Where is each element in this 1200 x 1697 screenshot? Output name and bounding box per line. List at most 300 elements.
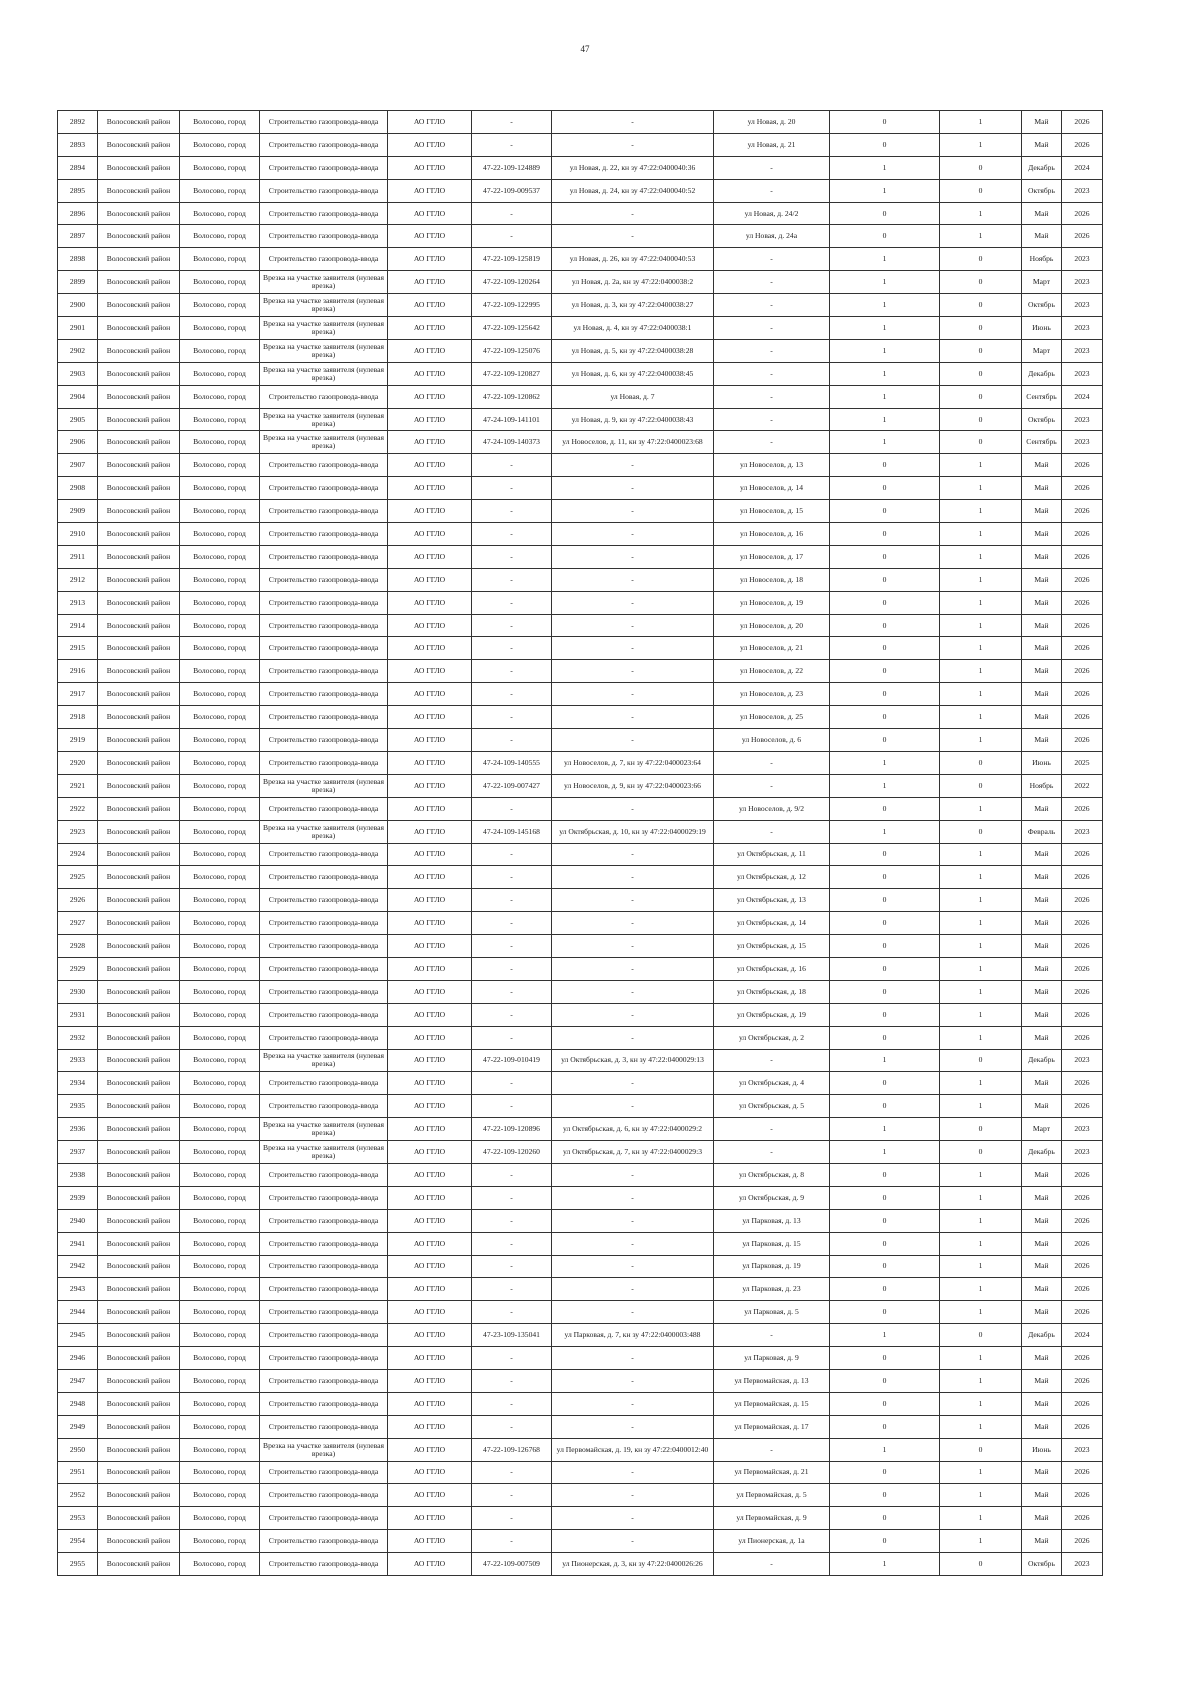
row-number-cell: 2892 <box>58 111 98 134</box>
application-number-cell: 47-22-109-009537 <box>472 179 552 202</box>
locality-cell: Волосово, город <box>180 1095 260 1118</box>
work-type-cell: Строительство газопровода-ввода <box>260 1003 388 1026</box>
flag-a-cell: 1 <box>830 751 940 774</box>
locality-cell: Волосово, город <box>180 1324 260 1347</box>
organization-cell: АО ГГЛО <box>388 1141 472 1164</box>
cadastral-address-cell: - <box>552 454 714 477</box>
work-type-cell: Врезка на участке заявителя (нулевая врезка) <box>260 294 388 317</box>
address-cell: ул Октябрьская, д. 14 <box>714 912 830 935</box>
flag-a-cell: 0 <box>830 591 940 614</box>
organization-cell: АО ГГЛО <box>388 866 472 889</box>
address-cell: - <box>714 820 830 843</box>
flag-a-cell: 0 <box>830 1278 940 1301</box>
table-body <box>58 111 1103 1576</box>
row-number-cell: 2930 <box>58 980 98 1003</box>
row-number-cell: 2928 <box>58 935 98 958</box>
work-type-cell: Строительство газопровода-ввода <box>260 1095 388 1118</box>
locality-cell: Волосово, город <box>180 1049 260 1072</box>
work-type-cell: Строительство газопровода-ввода <box>260 156 388 179</box>
row-number-cell: 2920 <box>58 751 98 774</box>
month-cell: Май <box>1022 1392 1062 1415</box>
organization-cell: АО ГГЛО <box>388 179 472 202</box>
work-type-cell: Строительство газопровода-ввода <box>260 1278 388 1301</box>
address-cell: ул Новоселов, д. 13 <box>714 454 830 477</box>
district-cell: Волосовский район <box>98 225 180 248</box>
flag-b-cell: 1 <box>940 545 1022 568</box>
table-row <box>58 889 1103 912</box>
month-cell: Май <box>1022 935 1062 958</box>
table-row <box>58 591 1103 614</box>
application-number-cell: - <box>472 1392 552 1415</box>
flag-a-cell: 0 <box>830 980 940 1003</box>
locality-cell: Волосово, город <box>180 1347 260 1370</box>
month-cell: Май <box>1022 1530 1062 1553</box>
address-cell: - <box>714 774 830 797</box>
cadastral-address-cell: - <box>552 1255 714 1278</box>
month-cell: Май <box>1022 1369 1062 1392</box>
work-type-cell: Строительство газопровода-ввода <box>260 1324 388 1347</box>
month-cell: Май <box>1022 500 1062 523</box>
month-cell: Май <box>1022 225 1062 248</box>
application-number-cell: - <box>472 1095 552 1118</box>
address-cell: ул Октябрьская, д. 19 <box>714 1003 830 1026</box>
row-number-cell: 2902 <box>58 339 98 362</box>
year-cell: 2026 <box>1062 1347 1103 1370</box>
locality-cell: Волосово, город <box>180 271 260 294</box>
cadastral-address-cell: - <box>552 957 714 980</box>
flag-b-cell: 1 <box>940 202 1022 225</box>
work-type-cell: Врезка на участке заявителя (нулевая врезка) <box>260 1141 388 1164</box>
application-number-cell: - <box>472 477 552 500</box>
locality-cell: Волосово, город <box>180 568 260 591</box>
cadastral-address-cell: - <box>552 706 714 729</box>
work-type-cell: Строительство газопровода-ввода <box>260 751 388 774</box>
year-cell: 2023 <box>1062 271 1103 294</box>
row-number-cell: 2936 <box>58 1118 98 1141</box>
cadastral-address-cell: - <box>552 202 714 225</box>
application-number-cell: - <box>472 1209 552 1232</box>
organization-cell: АО ГГЛО <box>388 957 472 980</box>
work-type-cell: Строительство газопровода-ввода <box>260 111 388 134</box>
flag-b-cell: 1 <box>940 1461 1022 1484</box>
organization-cell: АО ГГЛО <box>388 362 472 385</box>
locality-cell: Волосово, город <box>180 1118 260 1141</box>
row-number-cell: 2909 <box>58 500 98 523</box>
address-cell: ул Новоселов, д. 25 <box>714 706 830 729</box>
organization-cell: АО ГГЛО <box>388 1507 472 1530</box>
organization-cell: АО ГГЛО <box>388 454 472 477</box>
month-cell: Октябрь <box>1022 408 1062 431</box>
flag-a-cell: 0 <box>830 912 940 935</box>
row-number-cell: 2933 <box>58 1049 98 1072</box>
work-type-cell: Строительство газопровода-ввода <box>260 660 388 683</box>
application-number-cell: - <box>472 1186 552 1209</box>
work-type-cell: Строительство газопровода-ввода <box>260 1484 388 1507</box>
flag-a-cell: 1 <box>830 774 940 797</box>
flag-a-cell: 0 <box>830 1301 940 1324</box>
work-type-cell: Строительство газопровода-ввода <box>260 523 388 546</box>
district-cell: Волосовский район <box>98 133 180 156</box>
table-row <box>58 202 1103 225</box>
month-cell: Февраль <box>1022 820 1062 843</box>
locality-cell: Волосово, город <box>180 133 260 156</box>
year-cell: 2026 <box>1062 111 1103 134</box>
row-number-cell: 2941 <box>58 1232 98 1255</box>
district-cell: Волосовский район <box>98 454 180 477</box>
cadastral-address-cell: - <box>552 683 714 706</box>
district-cell: Волосовский район <box>98 1118 180 1141</box>
month-cell: Май <box>1022 1232 1062 1255</box>
work-type-cell: Строительство газопровода-ввода <box>260 477 388 500</box>
organization-cell: АО ГГЛО <box>388 706 472 729</box>
locality-cell: Волосово, город <box>180 1141 260 1164</box>
row-number-cell: 2901 <box>58 317 98 340</box>
month-cell: Октябрь <box>1022 1553 1062 1576</box>
organization-cell: АО ГГЛО <box>388 1209 472 1232</box>
district-cell: Волосовский район <box>98 660 180 683</box>
flag-a-cell: 1 <box>830 1324 940 1347</box>
year-cell: 2026 <box>1062 1026 1103 1049</box>
table-row <box>58 1163 1103 1186</box>
application-number-cell: 47-22-109-124889 <box>472 156 552 179</box>
year-cell: 2026 <box>1062 1163 1103 1186</box>
address-cell: - <box>714 1324 830 1347</box>
locality-cell: Волосово, город <box>180 248 260 271</box>
district-cell: Волосовский район <box>98 339 180 362</box>
district-cell: Волосовский район <box>98 500 180 523</box>
cadastral-address-cell: - <box>552 889 714 912</box>
table-row <box>58 1438 1103 1461</box>
cadastral-address-cell: - <box>552 1507 714 1530</box>
flag-b-cell: 1 <box>940 660 1022 683</box>
district-cell: Волосовский район <box>98 385 180 408</box>
application-number-cell: 47-24-109-140555 <box>472 751 552 774</box>
flag-a-cell: 1 <box>830 820 940 843</box>
flag-a-cell: 0 <box>830 683 940 706</box>
application-number-cell: - <box>472 729 552 752</box>
district-cell: Волосовский район <box>98 751 180 774</box>
application-number-cell: - <box>472 1507 552 1530</box>
application-number-cell: - <box>472 202 552 225</box>
application-number-cell: - <box>472 1255 552 1278</box>
table-row <box>58 1484 1103 1507</box>
cadastral-address-cell: ул Октябрьская, д. 6, кн зу 47:22:0400029:2 <box>552 1118 714 1141</box>
year-cell: 2026 <box>1062 1095 1103 1118</box>
year-cell: 2026 <box>1062 568 1103 591</box>
cadastral-address-cell: - <box>552 523 714 546</box>
month-cell: Май <box>1022 1003 1062 1026</box>
year-cell: 2026 <box>1062 1186 1103 1209</box>
month-cell: Декабрь <box>1022 1141 1062 1164</box>
work-type-cell: Строительство газопровода-ввода <box>260 454 388 477</box>
table-row <box>58 179 1103 202</box>
organization-cell: АО ГГЛО <box>388 523 472 546</box>
row-number-cell: 2894 <box>58 156 98 179</box>
work-type-cell: Строительство газопровода-ввода <box>260 1072 388 1095</box>
flag-a-cell: 0 <box>830 866 940 889</box>
row-number-cell: 2939 <box>58 1186 98 1209</box>
locality-cell: Волосово, город <box>180 660 260 683</box>
organization-cell: АО ГГЛО <box>388 1324 472 1347</box>
locality-cell: Волосово, город <box>180 797 260 820</box>
data-table <box>57 110 1103 1576</box>
cadastral-address-cell: ул Новая, д. 24, кн зу 47:22:0400040:52 <box>552 179 714 202</box>
year-cell: 2026 <box>1062 1301 1103 1324</box>
year-cell: 2023 <box>1062 248 1103 271</box>
year-cell: 2024 <box>1062 385 1103 408</box>
address-cell: ул Октябрьская, д. 8 <box>714 1163 830 1186</box>
month-cell: Май <box>1022 1415 1062 1438</box>
organization-cell: АО ГГЛО <box>388 294 472 317</box>
row-number-cell: 2905 <box>58 408 98 431</box>
application-number-cell: 47-24-109-140373 <box>472 431 552 454</box>
organization-cell: АО ГГЛО <box>388 133 472 156</box>
work-type-cell: Строительство газопровода-ввода <box>260 591 388 614</box>
district-cell: Волосовский район <box>98 1347 180 1370</box>
address-cell: ул Новоселов, д. 9/2 <box>714 797 830 820</box>
month-cell: Май <box>1022 545 1062 568</box>
address-cell: ул Новоселов, д. 16 <box>714 523 830 546</box>
row-number-cell: 2946 <box>58 1347 98 1370</box>
address-cell: ул Октябрьская, д. 4 <box>714 1072 830 1095</box>
cadastral-address-cell: ул Первомайская, д. 19, кн зу 47:22:0400012:40 <box>552 1438 714 1461</box>
work-type-cell: Строительство газопровода-ввода <box>260 1255 388 1278</box>
year-cell: 2026 <box>1062 889 1103 912</box>
month-cell: Июнь <box>1022 317 1062 340</box>
locality-cell: Волосово, город <box>180 225 260 248</box>
flag-b-cell: 0 <box>940 339 1022 362</box>
month-cell: Декабрь <box>1022 1049 1062 1072</box>
row-number-cell: 2913 <box>58 591 98 614</box>
table-row <box>58 980 1103 1003</box>
locality-cell: Волосово, город <box>180 1553 260 1576</box>
district-cell: Волосовский район <box>98 1301 180 1324</box>
cadastral-address-cell: - <box>552 1461 714 1484</box>
cadastral-address-cell: - <box>552 637 714 660</box>
organization-cell: АО ГГЛО <box>388 820 472 843</box>
work-type-cell: Строительство газопровода-ввода <box>260 1530 388 1553</box>
year-cell: 2026 <box>1062 729 1103 752</box>
address-cell: ул Первомайская, д. 17 <box>714 1415 830 1438</box>
address-cell: ул Новоселов, д. 22 <box>714 660 830 683</box>
row-number-cell: 2948 <box>58 1392 98 1415</box>
row-number-cell: 2910 <box>58 523 98 546</box>
work-type-cell: Строительство газопровода-ввода <box>260 225 388 248</box>
district-cell: Волосовский район <box>98 1392 180 1415</box>
table-row <box>58 294 1103 317</box>
flag-b-cell: 1 <box>940 706 1022 729</box>
district-cell: Волосовский район <box>98 957 180 980</box>
address-cell: ул Парковая, д. 9 <box>714 1347 830 1370</box>
cadastral-address-cell: - <box>552 1232 714 1255</box>
row-number-cell: 2897 <box>58 225 98 248</box>
flag-b-cell: 1 <box>940 133 1022 156</box>
application-number-cell: 47-22-109-125642 <box>472 317 552 340</box>
work-type-cell: Строительство газопровода-ввода <box>260 1415 388 1438</box>
month-cell: Май <box>1022 889 1062 912</box>
locality-cell: Волосово, город <box>180 545 260 568</box>
organization-cell: АО ГГЛО <box>388 500 472 523</box>
row-number-cell: 2904 <box>58 385 98 408</box>
month-cell: Май <box>1022 729 1062 752</box>
locality-cell: Волосово, город <box>180 1026 260 1049</box>
address-cell: ул Новая, д. 20 <box>714 111 830 134</box>
month-cell: Май <box>1022 843 1062 866</box>
locality-cell: Волосово, город <box>180 1461 260 1484</box>
month-cell: Май <box>1022 957 1062 980</box>
month-cell: Март <box>1022 339 1062 362</box>
row-number-cell: 2953 <box>58 1507 98 1530</box>
address-cell: ул Новоселов, д. 19 <box>714 591 830 614</box>
district-cell: Волосовский район <box>98 156 180 179</box>
organization-cell: АО ГГЛО <box>388 317 472 340</box>
flag-a-cell: 1 <box>830 385 940 408</box>
cadastral-address-cell: - <box>552 1369 714 1392</box>
address-cell: ул Октябрьская, д. 16 <box>714 957 830 980</box>
table-row <box>58 660 1103 683</box>
organization-cell: АО ГГЛО <box>388 431 472 454</box>
row-number-cell: 2943 <box>58 1278 98 1301</box>
organization-cell: АО ГГЛО <box>388 729 472 752</box>
flag-b-cell: 1 <box>940 477 1022 500</box>
work-type-cell: Строительство газопровода-ввода <box>260 1369 388 1392</box>
organization-cell: АО ГГЛО <box>388 1049 472 1072</box>
cadastral-address-cell: - <box>552 797 714 820</box>
table-row <box>58 843 1103 866</box>
work-type-cell: Строительство газопровода-ввода <box>260 637 388 660</box>
cadastral-address-cell: - <box>552 500 714 523</box>
work-type-cell: Строительство газопровода-ввода <box>260 1507 388 1530</box>
application-number-cell: - <box>472 545 552 568</box>
table-row <box>58 1026 1103 1049</box>
flag-b-cell: 1 <box>940 1369 1022 1392</box>
work-type-cell: Строительство газопровода-ввода <box>260 957 388 980</box>
application-number-cell: - <box>472 1484 552 1507</box>
flag-b-cell: 1 <box>940 1507 1022 1530</box>
flag-b-cell: 1 <box>940 1095 1022 1118</box>
flag-a-cell: 1 <box>830 294 940 317</box>
flag-b-cell: 0 <box>940 1049 1022 1072</box>
locality-cell: Волосово, город <box>180 866 260 889</box>
month-cell: Май <box>1022 133 1062 156</box>
row-number-cell: 2924 <box>58 843 98 866</box>
address-cell: - <box>714 294 830 317</box>
row-number-cell: 2931 <box>58 1003 98 1026</box>
district-cell: Волосовский район <box>98 591 180 614</box>
address-cell: ул Парковая, д. 5 <box>714 1301 830 1324</box>
cadastral-address-cell: - <box>552 133 714 156</box>
address-cell: ул Новоселов, д. 6 <box>714 729 830 752</box>
cadastral-address-cell: - <box>552 1003 714 1026</box>
organization-cell: АО ГГЛО <box>388 660 472 683</box>
year-cell: 2026 <box>1062 523 1103 546</box>
table-row <box>58 1049 1103 1072</box>
locality-cell: Волосово, город <box>180 1278 260 1301</box>
year-cell: 2024 <box>1062 156 1103 179</box>
flag-a-cell: 1 <box>830 156 940 179</box>
row-number-cell: 2906 <box>58 431 98 454</box>
year-cell: 2026 <box>1062 1507 1103 1530</box>
month-cell: Май <box>1022 1255 1062 1278</box>
cadastral-address-cell: - <box>552 1301 714 1324</box>
organization-cell: АО ГГЛО <box>388 568 472 591</box>
cadastral-address-cell: ул Пионерская, д. 3, кн зу 47:22:0400026:26 <box>552 1553 714 1576</box>
district-cell: Волосовский район <box>98 1415 180 1438</box>
cadastral-address-cell: - <box>552 912 714 935</box>
locality-cell: Волосово, город <box>180 317 260 340</box>
row-number-cell: 2917 <box>58 683 98 706</box>
table-row <box>58 1278 1103 1301</box>
work-type-cell: Врезка на участке заявителя (нулевая врезка) <box>260 317 388 340</box>
year-cell: 2026 <box>1062 545 1103 568</box>
organization-cell: АО ГГЛО <box>388 614 472 637</box>
flag-a-cell: 0 <box>830 1072 940 1095</box>
row-number-cell: 2934 <box>58 1072 98 1095</box>
month-cell: Май <box>1022 980 1062 1003</box>
year-cell: 2026 <box>1062 980 1103 1003</box>
table-row <box>58 751 1103 774</box>
organization-cell: АО ГГЛО <box>388 1461 472 1484</box>
organization-cell: АО ГГЛО <box>388 271 472 294</box>
cadastral-address-cell: ул Парковая, д. 7, кн зу 47:22:0400003:488 <box>552 1324 714 1347</box>
work-type-cell: Строительство газопровода-ввода <box>260 202 388 225</box>
year-cell: 2023 <box>1062 1049 1103 1072</box>
row-number-cell: 2916 <box>58 660 98 683</box>
month-cell: Май <box>1022 866 1062 889</box>
locality-cell: Волосово, город <box>180 957 260 980</box>
month-cell: Май <box>1022 568 1062 591</box>
flag-b-cell: 1 <box>940 729 1022 752</box>
district-cell: Волосовский район <box>98 1186 180 1209</box>
flag-b-cell: 0 <box>940 408 1022 431</box>
application-number-cell: - <box>472 454 552 477</box>
month-cell: Сентябрь <box>1022 385 1062 408</box>
organization-cell: АО ГГЛО <box>388 1530 472 1553</box>
row-number-cell: 2935 <box>58 1095 98 1118</box>
address-cell: ул Новоселов, д. 14 <box>714 477 830 500</box>
address-cell: ул Новоселов, д. 15 <box>714 500 830 523</box>
table-row <box>58 477 1103 500</box>
row-number-cell: 2954 <box>58 1530 98 1553</box>
year-cell: 2023 <box>1062 1553 1103 1576</box>
row-number-cell: 2923 <box>58 820 98 843</box>
organization-cell: АО ГГЛО <box>388 774 472 797</box>
row-number-cell: 2927 <box>58 912 98 935</box>
locality-cell: Волосово, город <box>180 729 260 752</box>
application-number-cell: 47-23-109-135041 <box>472 1324 552 1347</box>
address-cell: - <box>714 339 830 362</box>
application-number-cell: - <box>472 866 552 889</box>
flag-b-cell: 1 <box>940 935 1022 958</box>
application-number-cell: - <box>472 1415 552 1438</box>
flag-b-cell: 1 <box>940 1530 1022 1553</box>
flag-a-cell: 0 <box>830 1530 940 1553</box>
district-cell: Волосовский район <box>98 1141 180 1164</box>
table-row <box>58 385 1103 408</box>
year-cell: 2026 <box>1062 1530 1103 1553</box>
flag-a-cell: 0 <box>830 889 940 912</box>
locality-cell: Волосово, город <box>180 1209 260 1232</box>
flag-a-cell: 0 <box>830 1163 940 1186</box>
flag-a-cell: 1 <box>830 408 940 431</box>
year-cell: 2026 <box>1062 225 1103 248</box>
cadastral-address-cell: - <box>552 545 714 568</box>
table-row <box>58 774 1103 797</box>
year-cell: 2026 <box>1062 1392 1103 1415</box>
address-cell: ул Октябрьская, д. 5 <box>714 1095 830 1118</box>
flag-a-cell: 0 <box>830 1095 940 1118</box>
district-cell: Волосовский район <box>98 614 180 637</box>
